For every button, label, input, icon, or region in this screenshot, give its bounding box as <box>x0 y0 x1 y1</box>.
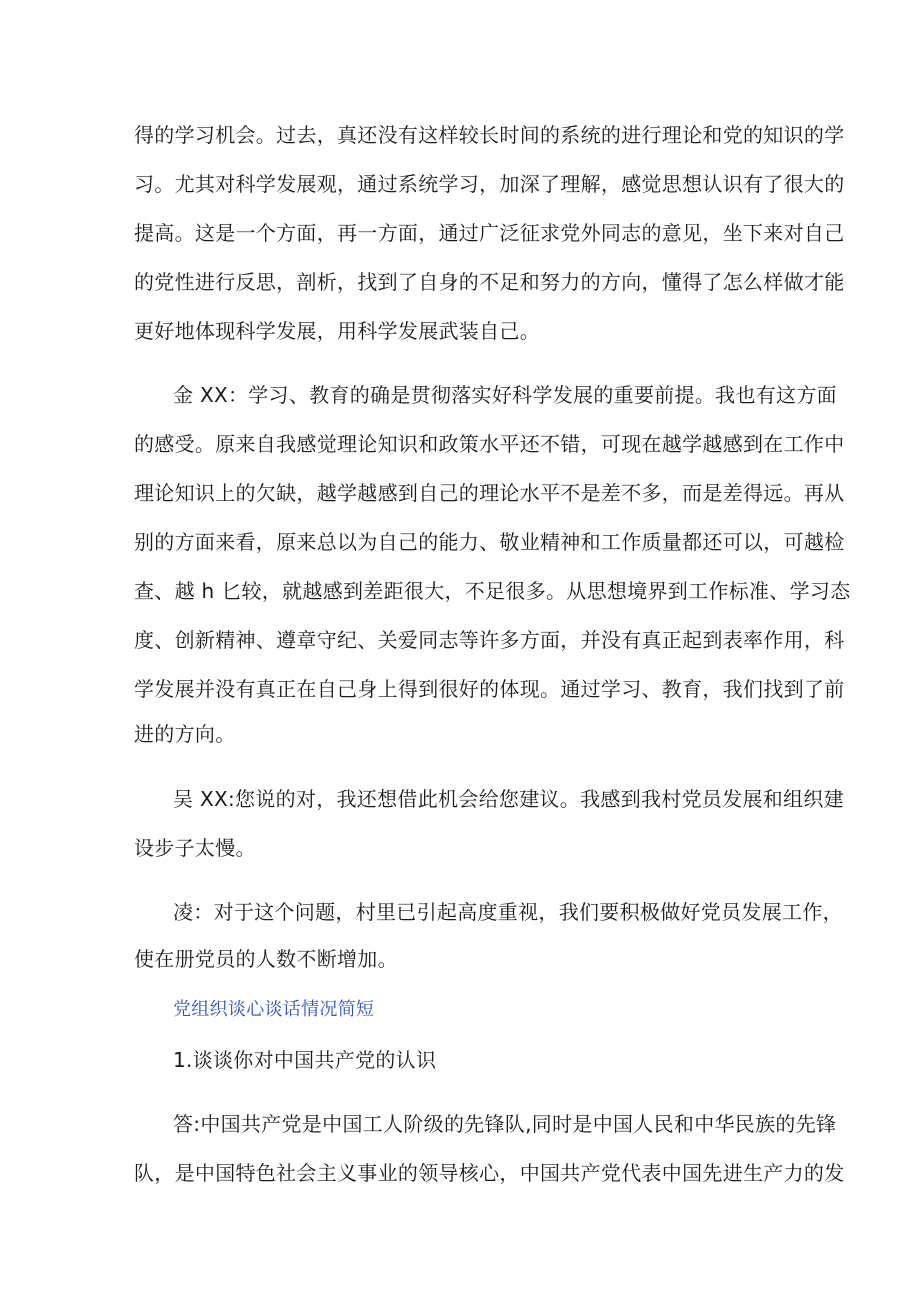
paragraph-1-line-5: 更好地体现科学发展，用科学发展武装自己。 <box>134 319 540 343</box>
section-heading-text[interactable]: 党组织谈心谈话情况简短 <box>173 999 375 1020</box>
question-1: 1.谈谈你对中国共产党的认识 <box>173 1048 437 1072</box>
paragraph-2-line-6: 度、创新精神、遵章守纪、关爱同志等许多方面，并没有真正起到表率作用，科 <box>134 628 845 652</box>
paragraph-2-line-5: 查、越 h 匕较，就越感到差距很大，不足很多。从思想境界到工作标准、学习态 <box>134 579 851 603</box>
paragraph-2-line-3: 理论知识上的欠缺，越学越感到自己的理论水平不是差不多，而是差得远。再从 <box>134 481 845 505</box>
paragraph-1-line-3: 提高。这是一个方面，再一方面，通过广泛征求党外同志的意见，坐下来对自己 <box>134 221 845 245</box>
section-heading[interactable] <box>173 996 374 1024</box>
paragraph-4-line-1: 凌：对于这个问题，村里已引起高度重视，我们要积极做好党员发展工作， <box>173 900 843 924</box>
answer-1-line-1: 答:中国共产党是中国工人阶级的先锋队,同时是中国人民和中华民族的先锋 <box>173 1112 837 1136</box>
paragraph-2-line-2: 的感受。原来自我感觉理论知识和政策水平还不错，可现在越学越感到在工作中 <box>134 432 845 456</box>
paragraph-2-line-1: 金 XX：学习、教育的确是贯彻落实好科学发展的重要前提。我也有这方面 <box>173 383 837 407</box>
paragraph-1-line-4: 的党性进行反思，剖析，找到了自身的不足和努力的方向，懂得了怎么样做才能 <box>134 270 845 294</box>
answer-1-line-2: 队，是中国特色社会主义事业的领导核心，中国共产党代表中国先进生产力的发 <box>134 1161 845 1185</box>
paragraph-1-line-2: 习。尤其对科学发展观，通过系统学习，加深了理解，感觉思想认识有了很大的 <box>134 172 845 196</box>
paragraph-2-line-8: 进的方向。 <box>134 722 236 746</box>
paragraph-3-line-1: 吴 XX:您说的对，我还想借此机会给您建议。我感到我村党员发展和组织建 <box>173 787 844 811</box>
paragraph-2-line-4: 别的方面来看，原来总以为自己的能力、敬业精神和工作质量都还可以，可越检 <box>134 530 845 554</box>
paragraph-3-line-2: 设步子太慢。 <box>134 836 256 860</box>
paragraph-1-line-1: 得的学习机会。过去，真还没有这样较长时间的系统的进行理论和党的知识的学 <box>134 123 845 147</box>
paragraph-4-line-2: 使在册党员的人数不断增加。 <box>134 947 398 971</box>
paragraph-2-line-7: 学发展并没有真正在自己身上得到很好的体现。通过学习、教育，我们找到了前 <box>134 677 845 701</box>
